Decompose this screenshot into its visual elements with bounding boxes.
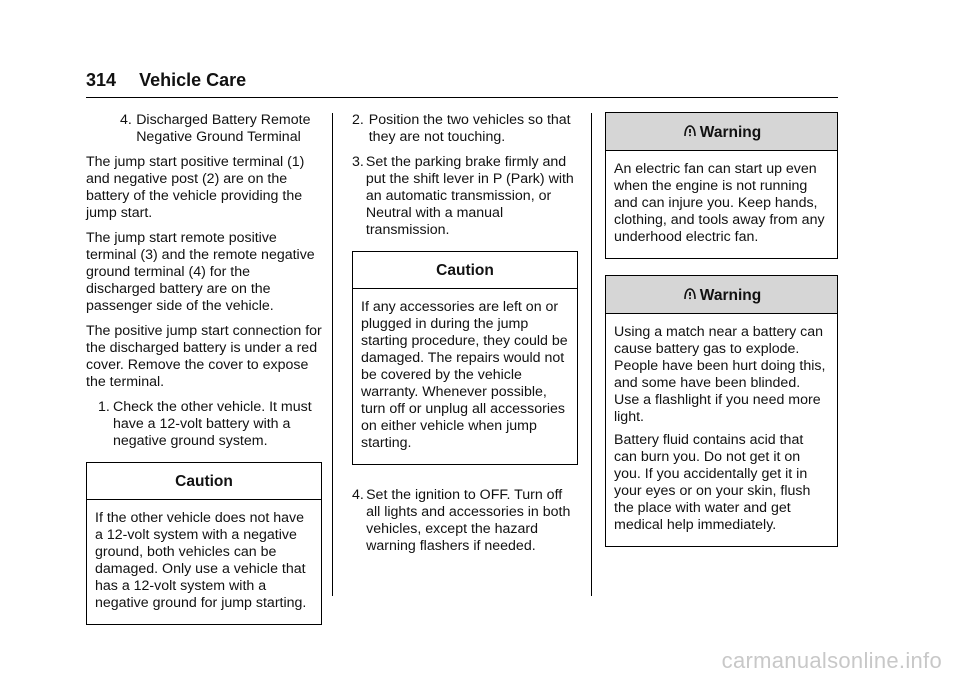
caution-box xyxy=(86,462,322,625)
paragraph-remote-terminals: The jump start remote positive terminal (3) and the remote negative ground terminal (4) for the discharged battery are on the passenger side of the vehicle. xyxy=(86,230,315,314)
step-1 xyxy=(86,399,322,450)
watermark: carmanualsonline.info xyxy=(721,648,942,673)
warning-title-text: Warning xyxy=(699,287,762,304)
page-number: 314 xyxy=(86,70,117,90)
step-text: Set the ignition to OFF. Turn off all lights and accessories in both vehicles, except the hazard warning flashers if needed. xyxy=(366,487,571,554)
step-2 xyxy=(352,112,578,146)
warning-icon xyxy=(682,286,698,302)
caution-text: If any accessories are left on or plugged in during the jump starting procedure, they could be damaged. The repairs would not be covered by the vehicle warranty. Whenever possible, turn off or unplug all accessories on either vehicle when jump starting. xyxy=(361,299,568,451)
caption-number: 4. xyxy=(120,112,132,128)
warning-title-text: Warning xyxy=(699,124,762,141)
column-divider-1 xyxy=(332,113,333,596)
figure-caption xyxy=(86,112,322,146)
step-4 xyxy=(352,487,578,555)
warning-text: An electric fan can start up even when the engine is not running and can injure you. Keep hands, clothing, and tools away from any underhood electric fan. xyxy=(614,161,825,245)
caption-text: Discharged Battery Remote Negative Ground Terminal xyxy=(136,112,311,145)
step-text: Check the other vehicle. It must have a 12-volt battery with a negative ground system. xyxy=(112,399,312,449)
warning-box-fan xyxy=(605,112,838,259)
warning-body xyxy=(606,314,837,546)
caution-title: Caution xyxy=(353,252,577,289)
step-number: 4. xyxy=(352,487,364,503)
caution-text: If the other vehicle does not have a 12-volt system with a negative ground, both vehicles can be damaged. Only use a vehicle that has a 12-volt system with a negative ground for jump starting. xyxy=(95,510,307,611)
warning-text-acid: Battery fluid contains acid that can burn you. Do not get it on you. If you accidentally get it in your eyes or on your skin, flush the place with water and get medical help immediately. xyxy=(614,432,811,533)
caution-title: Caution xyxy=(87,463,321,500)
step-text: Set the parking brake firmly and put the shift lever in P (Park) with an automatic transmission, or Neutral with a manual transmission. xyxy=(365,154,574,238)
caution-box xyxy=(352,251,578,465)
warning-body xyxy=(606,151,837,258)
warning-icon xyxy=(682,123,698,139)
paragraph-connection: The positive jump start connection for the discharged battery is under a red cover. Remove the cover to expose the terminal. xyxy=(86,323,322,390)
warning-title xyxy=(606,113,837,151)
column-2 xyxy=(352,112,578,563)
warning-title xyxy=(606,276,837,314)
step-number: 1. xyxy=(98,399,110,415)
step-number: 3. xyxy=(352,154,364,170)
caution-body xyxy=(87,500,321,624)
caution-body xyxy=(353,289,577,464)
section-title: Vehicle Care xyxy=(139,70,247,90)
step-text: Position the two vehicles so that they are not touching. xyxy=(368,112,571,145)
paragraph-terminals: The jump start positive terminal (1) and negative post (2) are on the battery of the vehicle providing the jump start. xyxy=(86,154,305,221)
column-divider-2 xyxy=(591,113,592,596)
column-3 xyxy=(605,112,838,557)
step-number: 2. xyxy=(352,112,364,128)
header-rule xyxy=(86,97,838,98)
warning-box-battery xyxy=(605,275,838,547)
column-1 xyxy=(86,112,322,635)
step-3 xyxy=(352,154,578,239)
page-header xyxy=(86,70,246,91)
warning-text-match: Using a match near a battery can cause battery gas to explode. People have been hurt doing this, and some have been blinded. Use a flashlight if you need more light. xyxy=(614,324,826,425)
